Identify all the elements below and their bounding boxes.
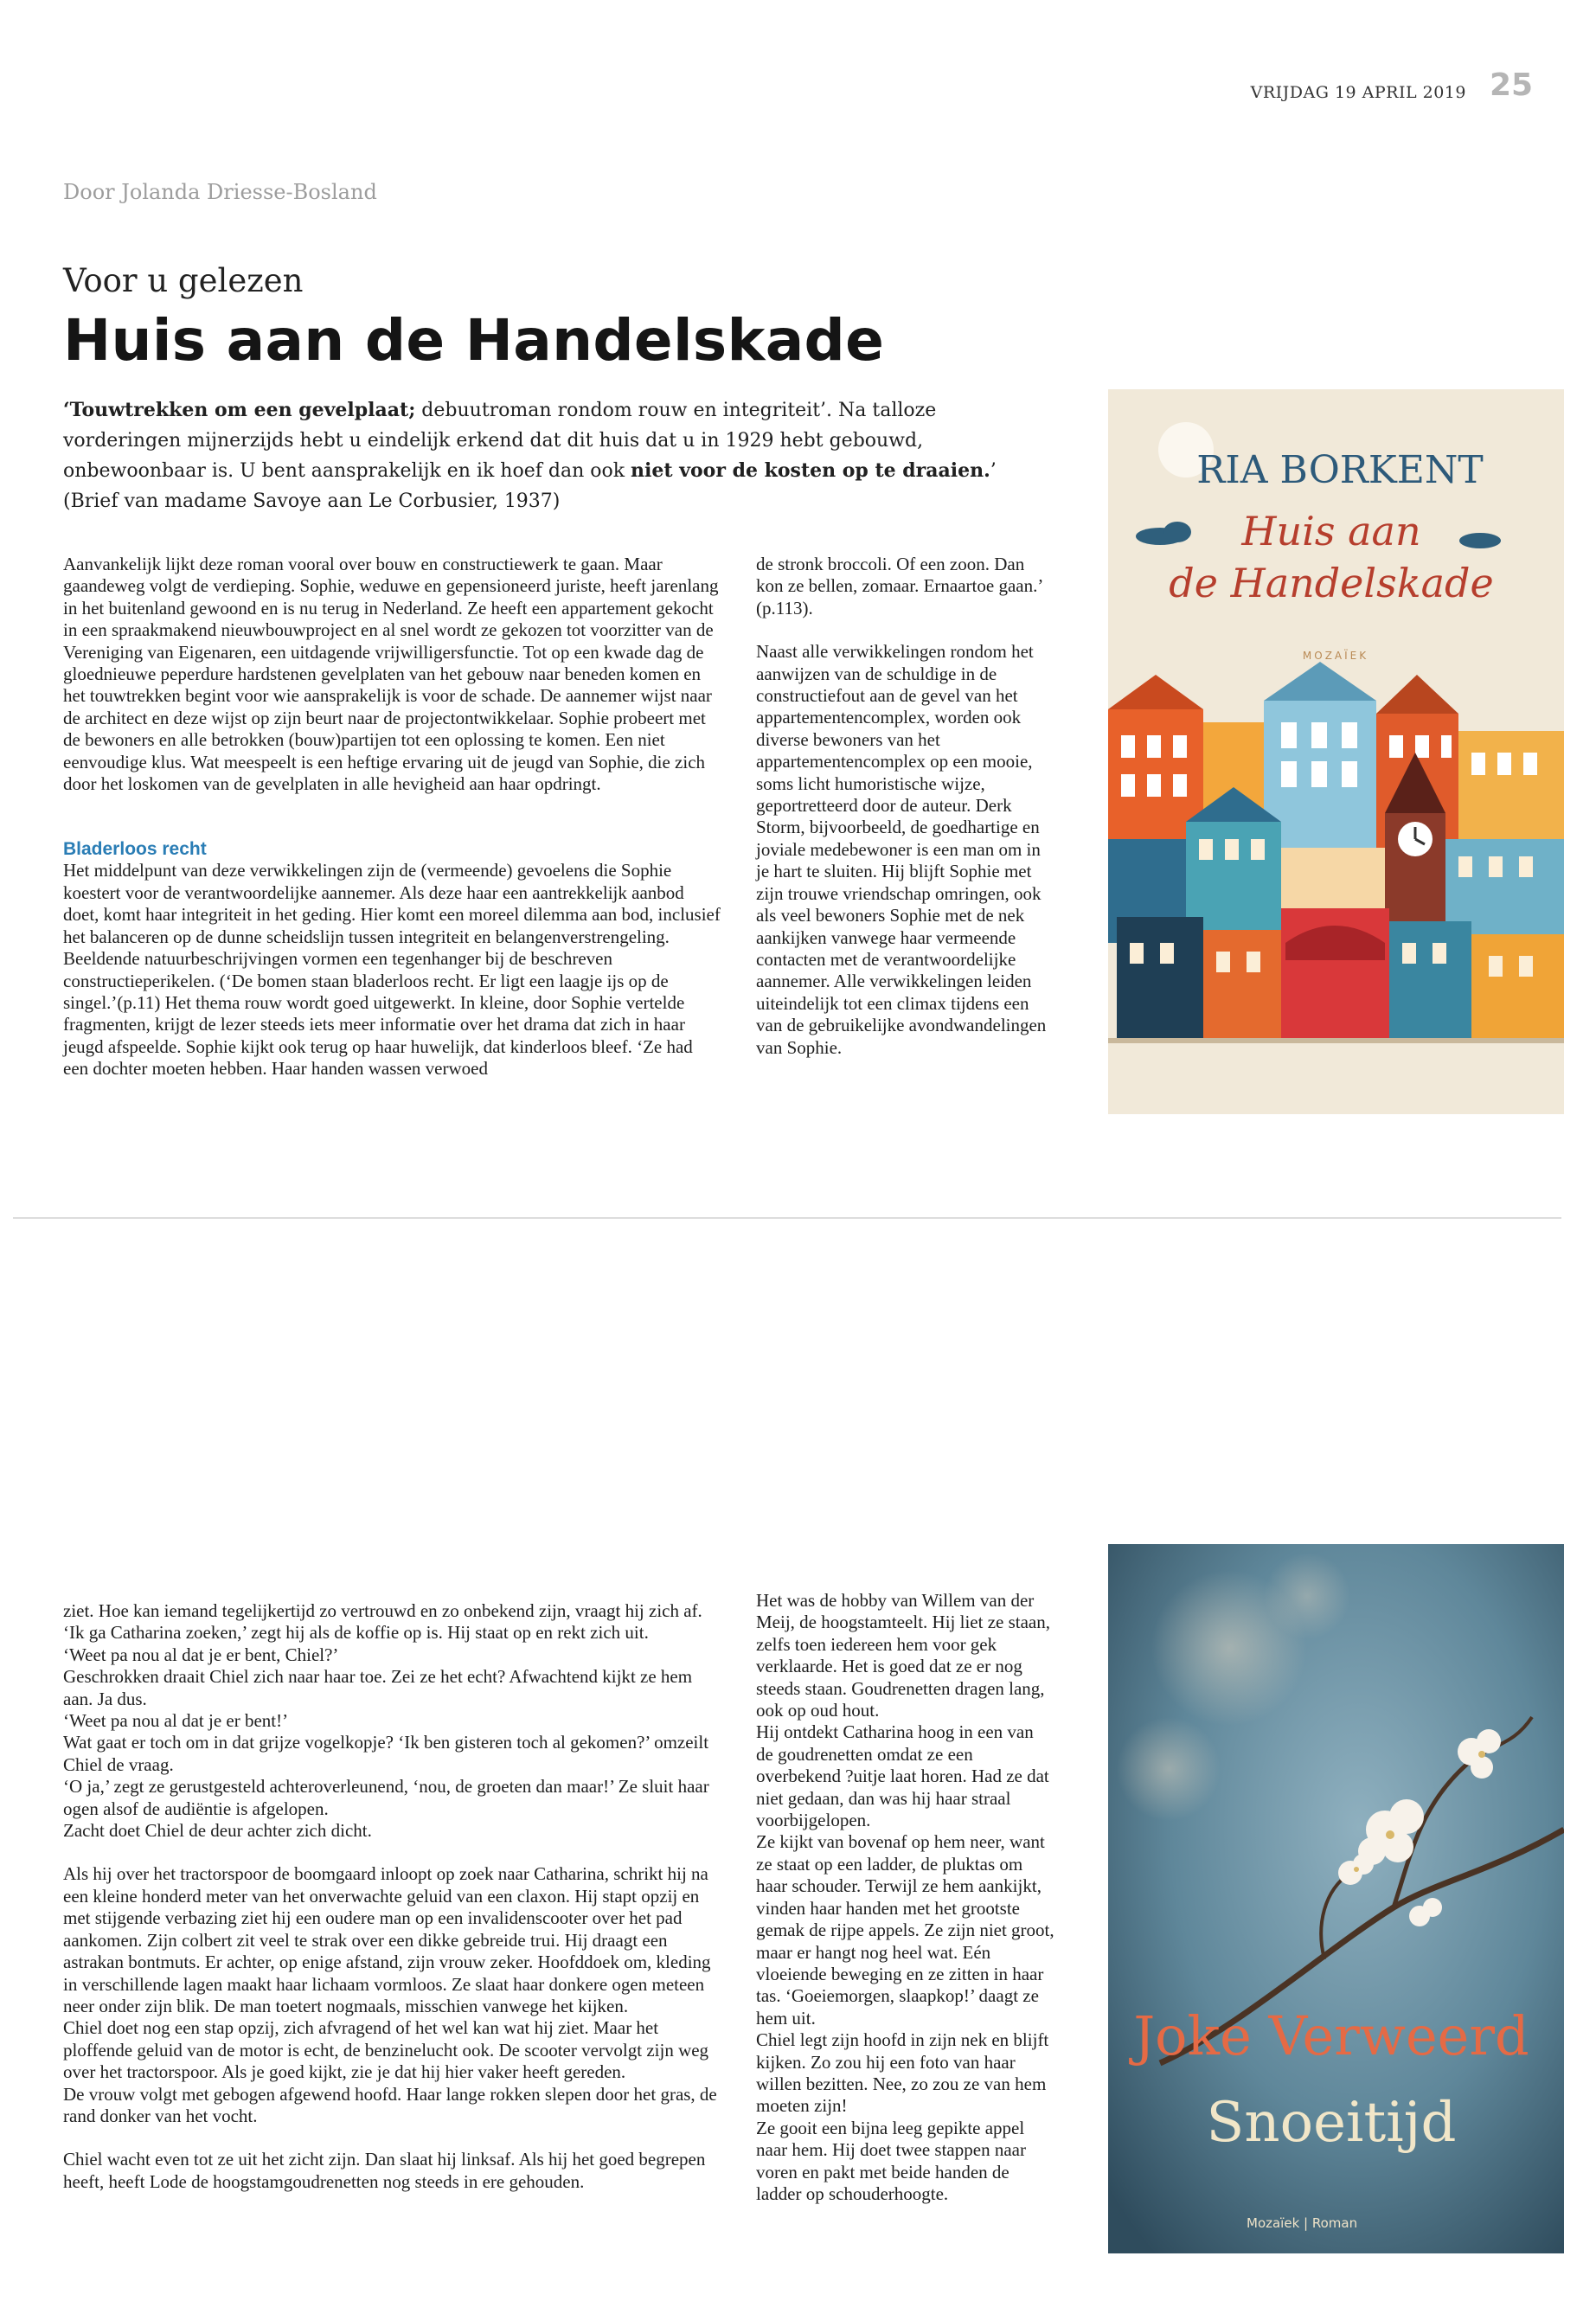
book-cover-huis-aan-de-handelskade bbox=[1108, 389, 1564, 1114]
review-paragraph: Aanvankelijk lijkt deze roman vooral over bouw en constructiewerk te gaan. Maar gaandeweg volgt de verdieping. Sophie, weduwe en gepensioneerd juriste, heeft jarenlang in het buitenland gewoond en is nu terug in Nederland. Ze heeft een appartement gekocht in een spraakmakend nieuwbouwproject en al snel wordt ze gekozen tot voorzitter van de Vereniging van Eigenaren, een uitdagende vrijwilligersfunctie. Tot op een kwade dag de gloednieuwe peperdure hardstenen gevelplaten van het gebouw naar beneden komen en het touwtrekken begint voor wie aansprakelijk is voor de schade. De aannemer wijst naar de architect en deze wijst op zijn beurt naar de projectontwikkelaar. Sophie probeert met de bewoners en alle betrokken (bouw)partijen tot een oplossing te komen. Een niet eenvoudige klus. Wat meespeelt is een heftige ervaring uit de jeugd van Sophie, die zich door het loskomen van de gevelplaten in alle hevigheid aan haar opdringt. bbox=[63, 554, 719, 795]
review-paragraph: Het middelpunt van deze verwikkelingen zijn de (vermeende) gevoelens die Sophie koestert voor de verantwoordelijke aannemer. Als deze haar een aantrekkelijk aanbod doet, komt haar integriteit in het geding. Hier komt een moreel dilemma aan bod, inclusief het balanceren op de dunne scheidslijn tussen integriteit en belangenverstrengeling. Beeldende natuurbeschrijvingen vormen een tegenhanger bij de beschreven constructieperikelen. (‘De bomen staan bladerloos recht. Er ligt een laagje ijs op de singel.’(p.11) Het thema rouw wordt goed uitgewerkt. In kleine, door Sophie vertelde fragmenten, krijgt de lezer steeds iets meer informatie over het drama dat zich in haar jeugd afspeelde. Sophie kijkt ook terug op haar huwelijk, dat kinderloos bleef. ‘Ze had een dochter moeten hebben. Haar handen wassen verwoed bbox=[63, 860, 721, 1080]
review-column-2 bbox=[756, 554, 1054, 1059]
excerpt-paragraph: De vrouw volgt met gebogen afgewend hoofd. Haar lange rokken slepen door het gras, de rand donker van het vocht. bbox=[63, 2083, 717, 2126]
cover2-title: Snoeitijd bbox=[1206, 2091, 1457, 2155]
review-paragraph: Naast alle verwikkelingen rondom het aanwijzen van de schuldige in de constructiefout aan de gevel van het appartementencomplex, worden ook diverse bewoners van het appartementencomplex op een mooie, soms licht humoristische wijze, geportretteerd door de auteur. Derk Storm, bijvoorbeeld, de goedhartige en joviale medebewoner is een man om in je hart te sluiten. Hij blijft Sophie met zijn trouwe vriendschap omringen, ook als veel bewoners Sophie met de nek aankijken vanwege haar vermeende contacten met de verantwoordelijke aannemer. Alle verwikkelingen leiden uiteindelijk tot een climax tijdens een van de gebruikelijke avondwandelingen van Sophie. bbox=[756, 641, 1047, 1058]
review-paragraph: de stronk broccoli. Of een zoon. Dan kon ze bellen, zomaar. Ernaartoe gaan.’ (p.113). bbox=[756, 554, 1042, 619]
excerpt-column-1 bbox=[63, 1600, 721, 2193]
cover-illustration-blossom bbox=[1108, 1544, 1564, 2253]
cover-illustration bbox=[1108, 389, 1564, 1114]
subheading: Bladerloos recht bbox=[63, 839, 207, 860]
excerpt-paragraph: Hij ontdekt Catharina hoog in een van de goudrenetten omdat ze een overbekend ?uitje laat horen. Had ze dat niet gedaan, dan was hij haar straal voorbijgelopen. bbox=[756, 1721, 1049, 1831]
excerpt-paragraph: ziet. Hoe kan iemand tegelijkertijd zo vertrouwd en zo onbekend zijn, vraagt hij zich af. bbox=[63, 1600, 702, 1621]
lead-paragraph bbox=[63, 395, 1023, 516]
excerpt-paragraph: Ze kijkt van bovenaf op hem neer, want ze staat op een ladder, de pluktas om haar schouder. Terwijl ze hem aankijkt, vinden haar handen met het grootste gemak de rijpe appels. Ze zijn niet groot, maar er hangt nog heel wat. Eén vloeiende beweging en ze zitten in haar tas. ‘Goeiemorgen, slaapkop!’ daagt ze hem uit. bbox=[756, 1831, 1054, 2029]
lead-bold-1: ‘Touwtrekken om een gevelplaat; bbox=[63, 399, 416, 421]
section-divider bbox=[13, 1217, 1561, 1219]
excerpt-paragraph: ‘O ja,’ zegt ze gerustgesteld achteroverleunend, ‘nou, de groeten dan maar!’ Ze sluit haar ogen alsof de audiëntie is afgelopen. bbox=[63, 1776, 709, 1819]
review-column-1 bbox=[63, 554, 721, 1080]
lead-bold-2: niet voor de kosten op te draaien. bbox=[631, 459, 990, 482]
excerpt-paragraph: ‘Weet pa nou al dat je er bent!’ bbox=[63, 1710, 289, 1732]
excerpt-paragraph: ‘Weet pa nou al dat je er bent, Chiel?’ bbox=[63, 1644, 339, 1665]
kicker: Voor u gelezen bbox=[63, 262, 304, 299]
excerpt-paragraph: ‘Ik ga Catharina zoeken,’ zegt hij als de koffie op is. Hij staat op en rekt zich uit. bbox=[63, 1622, 649, 1644]
excerpt-paragraph: Ze gooit een bijna leeg gepikte appel naar hem. Hij doet twee stappen naar voren en pakt met beide handen de ladder op schouderhoogte. bbox=[756, 2117, 1026, 2204]
page-number: 25 bbox=[1490, 67, 1534, 103]
excerpt-paragraph: Chiel wacht even tot ze uit het zicht zijn. Dan slaat hij linksaf. Als hij het goed begrepen heeft, heeft Lode de hoogstamgoudrenetten nog steeds in ere gehouden. bbox=[63, 2149, 706, 2192]
excerpt-paragraph: Het was de hobby van Willem van der Meij, de hoogstamteelt. Hij liet ze staan, zelfs toen iedereen hem voor gek verklaarde. Het is goed dat ze er nog steeds staan. Goudrenetten dragen lang, ook op oud hout. bbox=[756, 1590, 1050, 1721]
cover-publisher: MOZAÏEK bbox=[1302, 650, 1369, 662]
cover2-author: Joke Verweerd bbox=[1133, 2004, 1529, 2067]
excerpt-paragraph: Zacht doet Chiel de deur achter zich dicht. bbox=[63, 1820, 372, 1842]
cover-title-line-2: de Handelskade bbox=[1169, 560, 1494, 606]
cover-title-line-1: Huis aan bbox=[1241, 508, 1421, 554]
excerpt-paragraph: Chiel doet nog een stap opzij, zich afvragend of het wel kan wat hij ziet. Maar het ploffende geluid van de motor is echt, de benzinelucht ook. De scooter vervolgt zijn weg over het tractorspoor. Als je goed kijkt, zie je dat hij hier vaker heeft gereden. bbox=[63, 2017, 709, 2083]
cover2-publisher: Mozaïek | Roman bbox=[1247, 2215, 1358, 2231]
excerpt-paragraph: Chiel legt zijn hoofd in zijn nek en blijft kijken. Zo zou hij een foto van haar willen bezitten. Nee, zo zou ze van hem moeten zijn! bbox=[756, 2029, 1049, 2117]
header-date: VRIJDAG 19 APRIL 2019 bbox=[1250, 83, 1466, 102]
lead-text-1: debuutroman rondom rouw en integriteit’. Na talloze vorderingen mijnerzijds hebt u eindelijk erkend dat dit huis dat u in 1929 hebt gebouwd, onbewoonbaar is. U bent aansprakelijk en ik hoef dan ook bbox=[63, 400, 937, 482]
book-cover-snoeitijd bbox=[1108, 1544, 1564, 2253]
lead-text-2: ’ (Brief van madame Savoye aan Le Corbusier, 1937) bbox=[63, 460, 997, 512]
excerpt-paragraph: Als hij over het tractorspoor de boomgaard inloopt op zoek naar Catharina, schrikt hij na een kleine honderd meter van het onverwachte geluid van een claxon. Hij stapt opzij en met stijgende verbazing ziet hij een oudere man op een invalidenscooter over het pad aankomen. Zijn colbert zit veel te strak over een dikke gebreide trui. Hij draagt een astrakan bontmuts. Er achter, op enige afstand, zijn vrouw zeker. Hoofddoek om, kleding in verschillende lagen maakt haar lichaam vormloos. Ze slaat haar donkere ogen meteen neer onder zijn blik. De man toetert nogmaals, misschien vanwege het kijken. bbox=[63, 1863, 711, 2016]
excerpt-paragraph: Wat gaat er toch om in dat grijze vogelkopje? ‘Ik ben gisteren toch al gekomen?’ omzeilt Chiel de vraag. bbox=[63, 1732, 709, 1775]
byline: Door Jolanda Driesse-Bosland bbox=[63, 180, 377, 204]
cover-author: RIA BORKENT bbox=[1196, 448, 1484, 492]
excerpt-paragraph: Geschrokken draait Chiel zich naar haar toe. Zei ze het echt? Afwachtend kijkt ze hem aan. Ja dus. bbox=[63, 1666, 693, 1709]
page-title: Huis aan de Handelskade bbox=[63, 307, 885, 374]
excerpt-column-2 bbox=[756, 1590, 1054, 2205]
